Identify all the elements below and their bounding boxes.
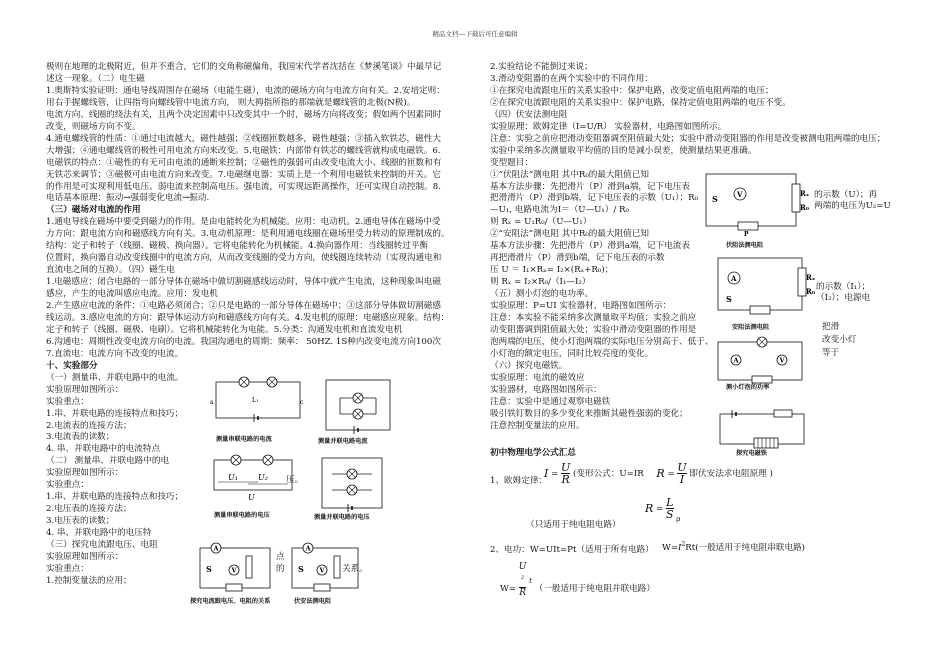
label-U2: U₂ (258, 473, 268, 482)
left_lines-line: 电流方向、线圈的绕法有关，且两个决定因素中只改变其中一个时，磁场方向将改变；假如两个因素同时 (46, 109, 442, 120)
ohm-law-label: 1、欧姆定律： (490, 476, 548, 486)
left_lines-line: 1.通电导线在磁场中要受到磁力的作用。是由电能转化为机械能。应用：电动机。2.通电导体在磁场中受 (46, 217, 441, 228)
circuit-electromagnet (714, 408, 814, 464)
right_lines-line: 初中物理电学公式汇总 (490, 448, 576, 458)
label-U1: U₁ (228, 473, 238, 482)
note-n3: 把滑 (822, 322, 840, 332)
left_lines-line: 改变，则磁场方向不变。 (46, 121, 141, 132)
label-U: U (248, 493, 255, 502)
right_lines-line: （四）伏安法测电阻 (490, 109, 568, 120)
right_lines-line: （五）测小灯泡的电功率。 (490, 289, 594, 300)
label-A: A (213, 544, 219, 553)
circuit-voltmeter-resistor (700, 168, 812, 249)
left_lines-line: 大增强；④通电螺线管的极性可用电流方向来改变。5.电磁铁：内部带有铁芯的螺线管就构成电磁铁。6. (46, 145, 441, 156)
label-R0: R₀ (800, 203, 809, 212)
circuit-series-current (208, 374, 308, 443)
note-n1a: 的示数（U）；再 (814, 190, 878, 200)
ohm-law-I2: I (679, 473, 685, 486)
svg-text:V: V (319, 566, 325, 575)
electric-work-series-W: W= (662, 543, 679, 553)
caption-voltammetry: 伏安法测电阻 (294, 598, 332, 605)
right_lines-line: 变型题目： (490, 157, 533, 168)
right_lines-line: 把滑滑片（P）滑到b端，记下电压表的示数（U₁）；R₀ (490, 193, 699, 204)
right_lines-line: 注意：本实验不能采纳多次测量取平均值；实验之前应 (490, 312, 697, 323)
ohm-law-formula: I = $\frac{U}{R}$ (变形公式：U=IR R = $\frac{U}{I}$ 即伏安法求电阻原理 ) (544, 461, 773, 486)
svg-text:a: a (210, 399, 214, 406)
right_lines-line: 则 Rₓ = I₂×R₀/（I₁—I₂） (490, 277, 591, 288)
svg-text:S: S (726, 294, 732, 304)
left_lines-line: 实验原理如图所示： (46, 384, 124, 395)
right_lines-line: —U₁, 电路电流为I＝（U—U₁）/ R₀ (490, 205, 629, 216)
left_lines-line: （一）测量串、并联电路中的电流。 (46, 372, 184, 383)
caption-series-voltage: 测量串联电路的电压 (214, 512, 270, 519)
electric-work-parallel-t: t (529, 577, 532, 585)
left_lines-line: 线运动。3.感应电流的方向：跟导体运动方向和磁感线方向有关。4.发电机的原理：电磁感应现象。结构： (46, 312, 450, 323)
circuit-voltammetry (286, 540, 366, 605)
svg-text:A: A (731, 274, 737, 283)
left_lines-line: 用右手握螺线管，让四指弯向螺线管中电流方向， 则大拇指所指的那端就是螺线管的北极(N极)。 (46, 97, 416, 108)
left_lines-line: 结构：定子和转子（线圈、磁极、换向器）。它将电能转化为机械能。4.换向器作用：当线圈转过平衡 (46, 241, 429, 252)
left_lines-line: 定子和转子（线圈、磁极、电刷）。它将机械能转化为电能。5.分类：沟通发电机和直流发电机 (46, 324, 403, 335)
resistance-formula: R = $\frac{L}{S}$ $_\rho$ (645, 496, 681, 523)
left_lines-line: 4. 串、并联电路中的电压特 (46, 528, 152, 539)
svg-text:A: A (305, 544, 311, 553)
left_lines-line: 3.电压表的读数； (46, 516, 115, 527)
resistance-L: L (666, 496, 674, 509)
resistance-S: S (665, 508, 674, 521)
ohm-law-U: U (561, 461, 571, 474)
svg-text:Rₓ: Rₓ (806, 273, 816, 282)
left_lines-line: 直流电之间的互换）。（四）磁生电 (46, 265, 175, 276)
label-L1: L₁ (252, 397, 259, 404)
caption-current-voltage-resistance: 探究电流跟电压、电阻的关系 (190, 598, 271, 605)
left_lines-line: 1.奥斯特实验证明：通电导线周围存在磁场（电能生磁），电流的磁场方向与电流方向有关。2.安培定则： (46, 85, 445, 96)
left_lines-line: 无铁芯来调节；③磁极可由电流方向来改变。7.电磁继电器：实质上是一个利用电磁铁来控制的开关。它 (46, 169, 441, 180)
left_lines-line: 1.串、并联电路的连接特点和技巧； (46, 408, 184, 419)
resistance-note: （只适用于纯电阻电路） (526, 520, 621, 530)
electric-work-parallel (500, 562, 655, 599)
ohm-law-fraction-2 (677, 462, 686, 485)
left_lines-line: 4.通电螺线管的性质：①通过电流越大，磁性越强；②线圈匝数越多，磁性越强；③插入软铁芯，磁性大 (46, 133, 441, 144)
left_lines-line: 实验重点： (46, 480, 89, 491)
left_lines-line: 位置时，换向器自动改变线圈中的电流方向，从而改变线圈的受力方向，使线圈连续转动（实现沟通电和 (46, 253, 442, 264)
note-n5: 等于 (822, 348, 840, 358)
note-n2b: （I₂）；电源电 (816, 293, 871, 303)
right_lines-line: ①“伏阻法”测电阻 其中R₀的最大阻值已知 (490, 169, 649, 180)
caption-ammeter-resistor: 安阻法测电阻 (732, 324, 770, 331)
left_lines-line: （二） 测量串、并联电路中的电 (46, 456, 170, 467)
label-Rx: Rₓ (800, 189, 810, 198)
svg-text:S: S (298, 564, 304, 574)
caption-parallel-voltage: 测量并联电路的电压 (314, 514, 370, 521)
left_lines-line: 实验重点： (46, 563, 89, 574)
right_lines-line: 实验原理：电流的磁效应 (490, 372, 585, 383)
electric-work-parallel-U: U (518, 562, 527, 572)
left_lines-line: 述这一现象。（二）电生磁 (46, 73, 145, 84)
electric-work-parallel-R: R (519, 588, 526, 598)
left_lines-line: 2.产生感应电流的条件：①电路必须闭合；②只是电路的一部分导体在磁场中；③这部分导体做切割磁感 (46, 301, 441, 311)
label-P: P (744, 231, 749, 238)
right_lines-line: ②“安阻法”测电阻 其中R₀的最大阻值已知 (490, 229, 649, 240)
right_lines-line: 实验中采纳多次测量取平均值的目的是减小误差，使测量结果更准确。 (490, 145, 757, 156)
left_lines-line: （三）磁场对电流的作用 (46, 205, 141, 216)
left_lines-line: （三）探究电流跟电压、电阻 (46, 540, 158, 550)
left_lines-line: 感应，产生的电流叫感应电流。应用：发电机 (46, 289, 218, 300)
right_lines-line: （六）探究电磁铁。 (490, 360, 568, 371)
left_lines-line: 2.电压表的连接方法； (46, 504, 132, 515)
right_lines-line: 泡两端的电压，使小灯泡两端的实际电压分别高于、低于、 (490, 336, 714, 347)
right_lines-line: 3.滑动变阻器的在两个实验中的不同作用： (490, 73, 653, 84)
note-dian: 点 (276, 552, 285, 562)
right_lines-line: 实验原理：P=UI 实验器材，电路图如图所示： (490, 301, 672, 311)
label-V: V (231, 566, 237, 575)
left_lines-line: 6.沟通电：周期性改变电流方向的电流。我国沟通电的周期：频率： 50HZ. 1S种内改变电流方向100次 (46, 336, 441, 347)
electric-work-parallel-fraction (519, 562, 527, 599)
circuit-series-voltage (208, 454, 298, 519)
ohm-law-I: I (544, 467, 549, 480)
note-ya: 压。 (286, 475, 304, 485)
resistance-rho: ρ (676, 515, 681, 523)
left_lines-line: 实验重点： (46, 396, 89, 407)
left_lines-line: 3.电流表的读数； (46, 432, 115, 443)
right_lines-line: 再把滑滑片（P）滑到b端，记下电压表的示数 (490, 253, 665, 264)
caption-series-current: 测量串联电路的电流 (216, 436, 272, 443)
caption-voltmeter-resistor: 伏阻法测电阻 (726, 242, 764, 249)
left_lines-line: 电磁铁的特点：①磁性的有无可由电流的通断来控制；②磁性的强弱可由改变电流大小、线圈的匝数和有 (46, 157, 442, 168)
electric-work-series-rest: Rt(一般适用于纯电阻串联电路) (685, 543, 806, 553)
right_lines-line: 小灯泡的额定电压，同时比较亮度的变化。 (490, 348, 654, 359)
electric-work-series-I: I (678, 543, 682, 553)
ohm-law-variant: (变形公式：U=IR (573, 469, 644, 479)
right_lines-line: 实验原理：欧姆定律（I=U/R） 实验器材，电路图如图所示。 (490, 121, 727, 132)
left_lines-line: 十、实验部分 (46, 360, 98, 371)
electric-work-series (662, 541, 805, 553)
left_lines-line: 1.控制变量法的应用； (46, 575, 132, 586)
electric-work-parallel-W: W= (500, 584, 517, 594)
svg-text:V: V (779, 356, 785, 365)
ohm-law-note: 即伏安法求电阻原理 ) (689, 469, 773, 479)
left_lines-line: 实验原理如图所示： (46, 551, 124, 562)
svg-text:V: V (737, 190, 743, 199)
note-n2a: 的示数（I₁）； (816, 282, 871, 292)
svg-text:c: c (300, 399, 304, 406)
ohm-law-R2: R (656, 467, 665, 480)
left_lines-line: 7.直流电：电流方向不改变的电流。 (46, 348, 184, 359)
circuit-parallel-current (318, 374, 400, 445)
left_lines-line: 力方向：跟电流方向和磁感线方向有关。3.电动机原理：是利用通电线圈在磁场里受力转动的原理制成的。 (46, 229, 450, 240)
caption-electromagnet: 探究电磁铁 (736, 450, 767, 457)
note-n1b: 两端的电压为U₂=U (814, 201, 891, 211)
left_lines-line: 1.串、并联电路的连接特点和技巧； (46, 492, 184, 503)
note-guanxi: 关系。 (342, 564, 368, 574)
left_lines-line: 的作用是可实现利用低电压、弱电流来控制高电压、强电流，可实现远距离操作，还可实现自动控制。8. (46, 181, 441, 192)
right_lines-line: 注意控制变量法的应用。 (490, 420, 585, 431)
right_lines-line: 基本方法步骤：先把滑片（P）滑到a端，记下电压表 (490, 181, 690, 192)
right_lines-line: 实验器材，电路图如图所示： (490, 384, 602, 395)
circuit-parallel-voltage (314, 452, 390, 521)
left_lines-line: 2.电流表的连接方法； (46, 420, 132, 431)
electric-work-label: 2、电功：W=UIt=Pt（适用于所有电路） (490, 545, 654, 555)
ohm-law-R: R (561, 473, 570, 486)
resistance-R: R (645, 502, 654, 515)
left_lines-line: 电话基本原理：振动→强弱变化电流→振动. (46, 193, 210, 204)
electric-work-parallel-note: （一般适用于纯电阻并联电路） (534, 584, 655, 594)
page-header: 精品文档---下载后可任意编辑 (432, 30, 518, 38)
label-S: S (206, 564, 212, 574)
right_lines-line: ②在探究电流跟电阻的关系实验中：保护电路，保持定值电阻两端的电压不变。 (490, 97, 791, 108)
resistance-fraction (666, 497, 674, 520)
note-n4: 改变小灯 (822, 335, 857, 345)
note-de: 的 (276, 564, 285, 574)
electric-work-parallel-sup: 2 (520, 575, 525, 581)
right_lines-line: 基本方法步骤：先把滑片（P）滑到a端，记下电流表 (490, 241, 690, 252)
left_lines-line: 1.电磁感应：闭合电路的一部分导体在磁场中做切割磁感线运动时，导体中就产生电流，这种现象叫电磁 (46, 277, 441, 288)
right_lines-line: 动变阻器调到阻值最大处；实验中滑动变阻器的作用是 (490, 324, 697, 335)
right_lines-line: 注意：实验中是通过观察电磁铁 (490, 396, 611, 407)
right_lines-line: 吸引铁钉数目的多少变化来推断其磁性强弱的变化； (490, 408, 688, 419)
caption-parallel-current: 测量并联电路电流 (318, 438, 368, 445)
left_lines-line: 极则在地理的北极附近，但并不重合，它们的交角称磁偏角，我国宋代学者沈括在《梦溪笔谈》中最早记 (46, 62, 442, 72)
svg-text:A: A (733, 356, 739, 365)
right_lines-line: 则 Rₓ = U₁R₀/（U—U₁） (490, 217, 592, 228)
ohm-law-fraction (561, 462, 570, 485)
ohm-law-U2: U (677, 461, 687, 474)
electric-work-series-sup: 2 (681, 541, 686, 549)
right_lines-line: 压 U ＝ I₁×Rₓ= I₂×(Rₓ+R₀)； (490, 265, 614, 276)
svg-text:S: S (712, 194, 718, 204)
circuit-current-voltage-resistance (190, 540, 278, 605)
left_lines-line: 实验原理如图所示： (46, 468, 124, 479)
right_lines-line: 注意：实验之前应把滑动变阻器调至阻值最大处；实验中滑动变阻器的作用是改变被测电阻两端的电压； (490, 133, 886, 144)
caption-bulb-power: 测小灯泡的功率 (726, 384, 770, 391)
left_lines-line: 4. 串、并联电路中的电流特点 (46, 444, 161, 455)
svg-text:R₀: R₀ (806, 287, 815, 296)
right_lines-line: ①在探究电流跟电压的关系实验中：保护电路，改变定值电阻两端的电压； (490, 85, 774, 96)
circuit-ammeter-resistor (712, 252, 816, 331)
right_lines-line: 2.实验结论不能倒过来说； (490, 62, 593, 72)
circuit-bulb-power (712, 336, 812, 390)
